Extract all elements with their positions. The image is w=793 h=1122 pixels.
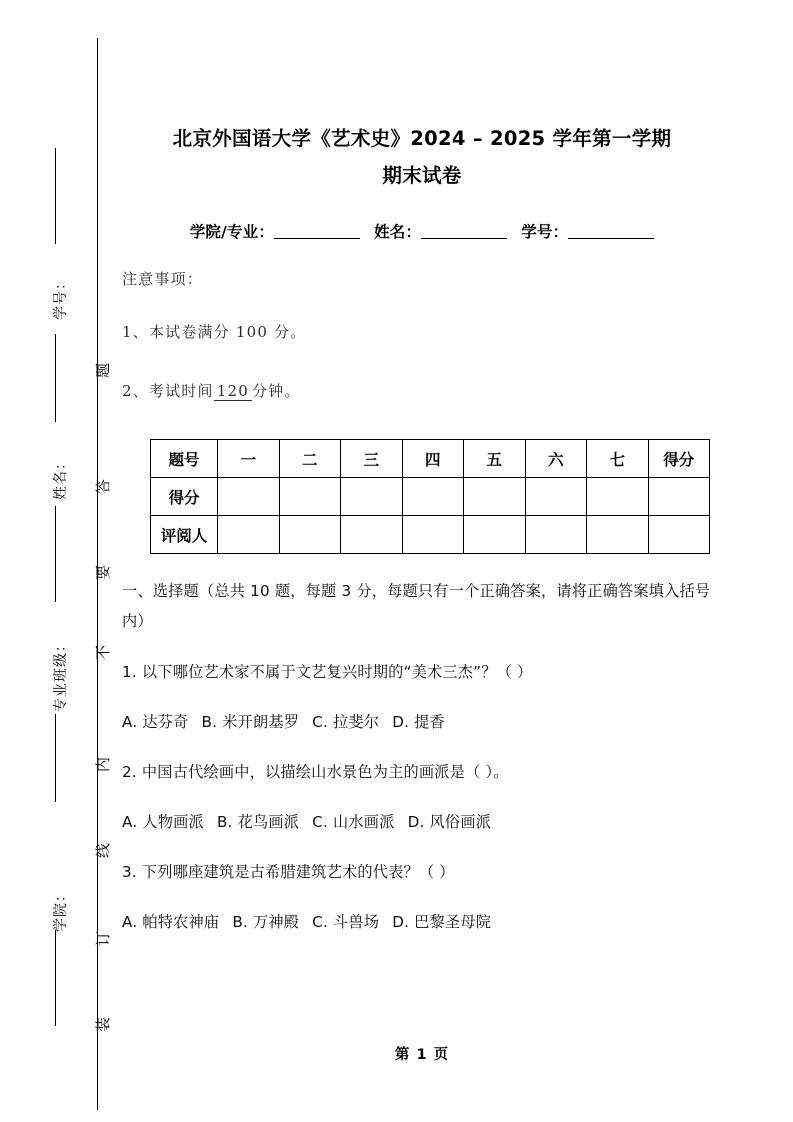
option-a[interactable]: A. 达芬奇 [122,713,189,731]
option-c[interactable]: C. 拉斐尔 [312,713,380,731]
score-row-label: 得分 [151,478,218,516]
reviewer-cell[interactable] [525,516,587,554]
page-title-line2: 期末试卷 [382,164,462,187]
option-c[interactable]: C. 山水画派 [312,813,395,831]
page-footer: 第 1 页 [394,1047,450,1063]
margin-char-zhuang: 装 [94,1016,112,1032]
table-row-header [151,440,710,478]
exam-paper-body [122,0,722,1122]
margin-char-nei: 内 [94,756,112,772]
score-table-header-0: 题号 [151,440,218,478]
question-options-3 [122,910,722,934]
margin-char-ding: 订 [94,930,112,946]
margin-char-da: 答 [94,478,112,494]
table-row-score [151,478,710,516]
score-table-header-2: 二 [279,440,341,478]
margin-char-yao: 要 [94,564,112,580]
student-id-label: 学号： [521,223,569,241]
name-label: 姓名： [374,223,422,241]
notes-section [122,268,722,401]
option-b[interactable]: B. 米开朗基罗 [201,713,300,731]
score-cell[interactable] [218,478,280,516]
identity-fields-row [122,220,722,242]
name-blank[interactable] [421,223,507,239]
margin-char-bu: 不 [94,644,112,660]
score-cell[interactable] [464,478,526,516]
reviewer-cell[interactable] [279,516,341,554]
reviewer-cell[interactable] [341,516,403,554]
option-d[interactable]: D. 巴黎圣母院 [392,913,492,931]
option-b[interactable]: B. 万神殿 [232,913,300,931]
margin-label-college: 学院： [53,887,69,932]
reviewer-cell[interactable] [464,516,526,554]
college-major-field [190,223,360,241]
score-table-header-6: 六 [525,440,587,478]
section-heading-line2: 确答案填入括号内） [122,582,711,630]
questions-section [122,576,722,934]
exam-duration-value: 120 [214,382,252,401]
option-a[interactable]: A. 帕特农神庙 [122,913,220,931]
score-cell[interactable] [402,478,464,516]
college-major-blank[interactable] [274,223,360,239]
section-heading-line1: 一、选择题（总共 10 题，每题 3 分，每题只有一个正确答案，请将正 [122,582,603,600]
binding-inner-line-seg-3 [55,506,56,602]
margin-char-ti: 题 [94,362,112,378]
question-stem-2: 2. 中国古代绘画中，以描绘山水景色为主的画派是（ ）。 [122,763,509,781]
page-title [122,0,722,194]
score-cell[interactable] [587,478,649,516]
student-id-field [521,223,654,241]
option-d[interactable]: D. 提香 [392,713,445,731]
question-options-2 [122,810,722,834]
binding-inner-line-seg-1 [55,148,56,244]
question-options-1 [122,710,722,734]
reviewer-cell[interactable] [402,516,464,554]
score-table [150,439,710,554]
note-item-2-suffix: 分钟。 [251,382,301,400]
binding-inner-line-seg-4 [55,714,56,802]
score-cell[interactable] [648,478,710,516]
page-title-line1: 北京外国语大学《艺术史》2024 – 2025 学年第一学期 [172,127,672,150]
score-cell[interactable] [341,478,403,516]
option-a[interactable]: A. 人物画派 [122,813,204,831]
reviewer-cell[interactable] [218,516,280,554]
question-stem-1: 1. 以下哪位艺术家不属于文艺复兴时期的“美术三杰”？（ ） [122,663,533,681]
student-id-blank[interactable] [568,223,654,239]
score-table-header-4: 四 [402,440,464,478]
score-table-header-8: 得分 [648,440,710,478]
binding-inner-line-seg-2 [55,334,56,422]
score-table-header-5: 五 [464,440,526,478]
margin-label-class: 专业班级： [53,637,69,712]
option-b[interactable]: B. 花鸟画派 [216,813,300,831]
binding-margin [0,0,112,1122]
reviewer-row-label: 评阅人 [151,516,218,554]
margin-label-student-id: 学号： [53,275,69,320]
score-cell[interactable] [525,478,587,516]
reviewer-cell[interactable] [587,516,649,554]
score-table-header-1: 一 [218,440,280,478]
margin-char-xian: 线 [94,842,112,858]
score-table-header-3: 三 [341,440,403,478]
option-d[interactable]: D. 风俗画派 [407,813,492,831]
question-stem-3: 3. 下列哪座建筑是古希腊建筑艺术的代表？（ ） [122,863,455,881]
score-cell[interactable] [279,478,341,516]
notes-heading: 注意事项： [122,270,204,288]
college-major-label: 学院/专业： [189,223,275,241]
table-row-reviewer [151,516,710,554]
note-item-1: 1、本试卷满分 100 分。 [122,323,307,341]
option-c[interactable]: C. 斗兽场 [312,913,380,931]
score-table-header-7: 七 [587,440,649,478]
name-field [374,223,507,241]
binding-inner-line-seg-5 [55,930,56,1026]
margin-label-name: 姓名： [53,455,69,500]
reviewer-cell[interactable] [648,516,710,554]
note-item-2 [122,380,722,401]
note-item-2-prefix: 2、考试时间 [122,382,214,400]
section-heading [122,576,722,636]
